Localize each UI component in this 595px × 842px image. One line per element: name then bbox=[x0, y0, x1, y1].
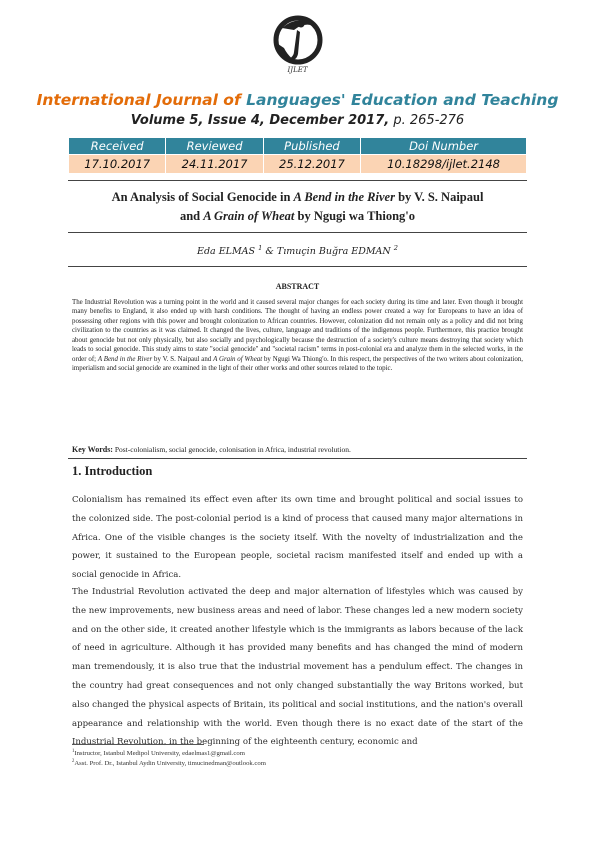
value-reviewed: 24.11.2017 bbox=[166, 155, 263, 174]
authors-line bbox=[0, 244, 595, 257]
abstract-part-b: by V. S. Naipaul and bbox=[154, 355, 212, 363]
header-doi: Doi Number bbox=[361, 138, 527, 155]
author-separator: & bbox=[265, 246, 274, 258]
footnote-2-text: Asst. Prof. Dr., Istanbul Aydin University, timucinedman@outlook.com bbox=[74, 760, 266, 768]
intro-paragraph-2: The Industrial Revolution activated the deep and major alternation of lifestyles which was caused by the new improvements, new business areas and need of labor. These changes led a new modern society and on the other side, it created another lifestyle which is the immigrants as labors because of the lack of need in agriculture. Although it has provided many benefits and has changed the mind of modern man tremendously, it is also true that the industrial movement has a pendulum effect. The changes in the country had great consequences and not only changed substantially the way Britons worked, but also changed the physical aspects of Britain, its political and social institutions, and the nation's overall appearance and relationship with the world. Even though there is no exact date of the start of the Industrial Revolution, in the beginning of the eighteenth century, economic and bbox=[72, 587, 523, 748]
title-text-2a: and bbox=[179, 209, 201, 223]
title-book-2: A Grain of Wheat bbox=[203, 209, 295, 223]
article-title bbox=[60, 188, 535, 226]
divider-top bbox=[68, 180, 527, 181]
footnote-1 bbox=[72, 749, 245, 757]
journal-title-part1: International Journal of bbox=[36, 91, 241, 109]
abstract-part-c: by Ngugi Wa Thiong'o. In this respect, the perspectives of the two writers about colonization, imperialism and social genocide are examined in the light of their other works and other sources related to the topic. bbox=[72, 355, 523, 373]
header-published: Published bbox=[263, 138, 360, 155]
title-text-1c: by V. S. Naipaul bbox=[398, 190, 484, 204]
title-book-1: A Bend in the River bbox=[293, 190, 395, 204]
title-text-2c: by Ngugi wa Thiong'o bbox=[297, 209, 416, 223]
volume-issue: Volume 5, Issue 4, December 2017, bbox=[130, 113, 390, 128]
keywords-label: Key Words: bbox=[72, 445, 113, 454]
author-2: Tımuçin Buğra EDMAN bbox=[276, 246, 391, 258]
header-reviewed: Reviewed bbox=[166, 138, 263, 155]
value-doi[interactable]: 10.18298/ijlet.2148 bbox=[361, 155, 527, 174]
value-published: 25.12.2017 bbox=[263, 155, 360, 174]
abstract-part-a: The Industrial Revolution was a turning point in the world and it caused several major changes for each society during its time and later. Even though it brought many benefits to England, it also ended up with harsh conditions. The thought of having an endless power created a way for Europeans to have an idea of possessing other regions with this power and brought colonization to African countries. However, colonization did not remain only as a policy and did not bring civilization to the countries as it was claimed. It changed the lives, culture, language and traditions of the indigenous people. Furthermore, this practice brought about genocide but not only physically, but also socially and psychologically because the destruction of a society's culture means destroying that society which leads to social genocide. This study aims to state "social genocide" and "societal racism" terms in post-colonial era and analyze them in the selected works, in the order of; bbox=[72, 299, 523, 363]
value-received: 17.10.2017 bbox=[69, 155, 166, 174]
footnote-2-number: 2 bbox=[72, 759, 75, 764]
header-received: Received bbox=[69, 138, 166, 155]
title-text-1a: An Analysis of Social Genocide in bbox=[111, 190, 291, 204]
footnote-divider bbox=[72, 744, 204, 745]
author-2-footnote-ref[interactable]: 2 bbox=[393, 244, 398, 252]
logo-caption: IJLET bbox=[287, 66, 308, 74]
volume-line bbox=[0, 113, 595, 128]
divider-keywords bbox=[68, 458, 527, 459]
footnote-1-text: Instructor, Istanbul Medipol University, edaelmas1@gmail.com bbox=[74, 750, 245, 758]
author-1: Eda ELMAS bbox=[197, 246, 256, 258]
intro-paragraph-1: Colonialism has remained its effect even after its own time and brought political and social issues to the colonized side. The post-colonial period is a kind of process that caused many major alternations in Africa. One of the visible changes is the society itself. With the novelty of industrialization and the power, it sustained to the European people, societal racism manifested itself and ended up with a social genocide in Africa. bbox=[72, 495, 523, 581]
journal-title-part2: Languages' Education and Teaching bbox=[246, 91, 559, 109]
dates-table bbox=[68, 137, 527, 174]
abstract-text bbox=[72, 298, 523, 374]
footnote-2 bbox=[72, 759, 266, 767]
abstract-book-1: A Bend in the River bbox=[97, 355, 153, 363]
author-1-footnote-ref[interactable]: 1 bbox=[258, 244, 263, 252]
abstract-book-2: A Grain of Wheat bbox=[213, 355, 263, 363]
journal-title bbox=[0, 91, 595, 109]
keywords-list: Post-colonialism, social genocide, colonisation in Africa, industrial revolution. bbox=[114, 445, 351, 454]
footnote-1-number: 1 bbox=[72, 749, 75, 754]
divider-title bbox=[68, 232, 527, 233]
section-heading-introduction: 1. Introduction bbox=[72, 464, 153, 478]
abstract-heading: ABSTRACT bbox=[275, 282, 320, 291]
page-range: p. 265-276 bbox=[393, 113, 465, 128]
keywords-line bbox=[72, 445, 523, 454]
divider-authors bbox=[68, 266, 527, 267]
